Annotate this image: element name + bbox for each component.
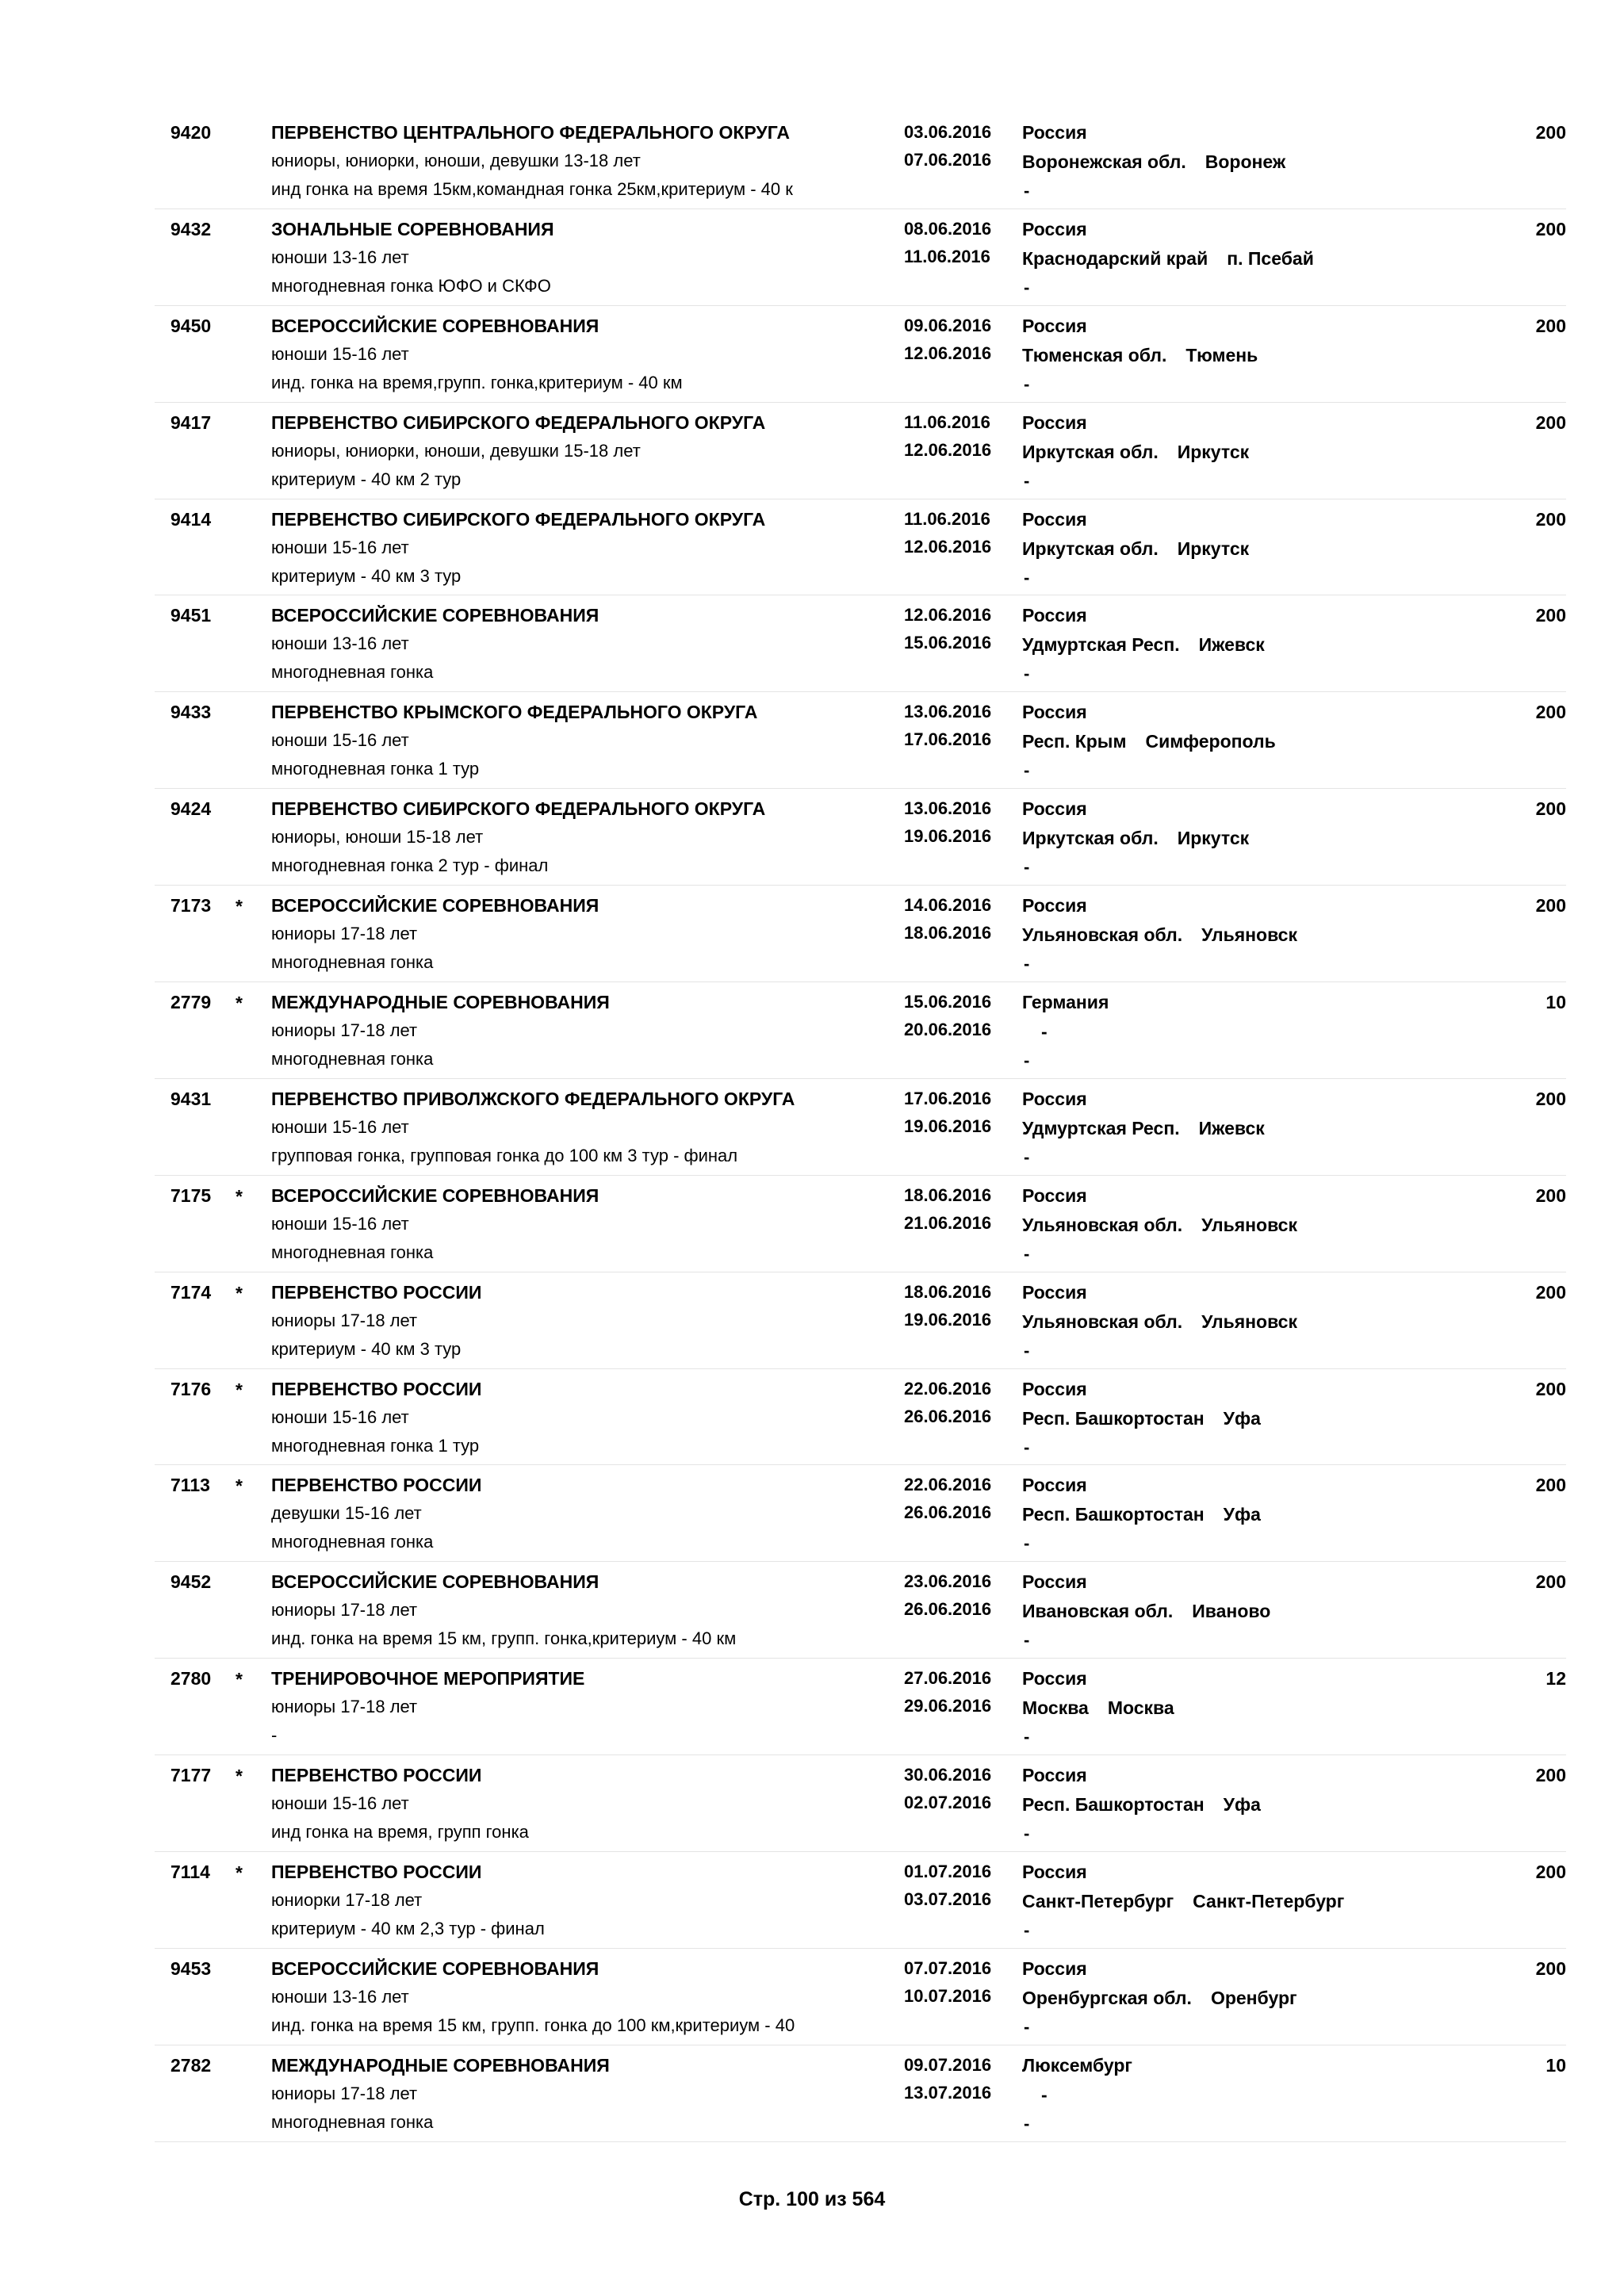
star-mark: * — [236, 1475, 243, 1497]
event-region: Ивановская обл. — [1022, 1601, 1174, 1622]
table-row — [155, 113, 1566, 209]
event-dash: - — [1024, 277, 1030, 297]
event-category: юноши 13-16 лет — [271, 633, 409, 654]
event-category: юноши 15-16 лет — [271, 1116, 409, 1137]
event-title: ПЕРВЕНСТВО ЦЕНТРАЛЬНОГО ФЕДЕРАЛЬНОГО ОКРУГА — [271, 122, 790, 143]
event-discipline: групповая гонка, групповая гонка до 100 км 3 тур - финал — [271, 1145, 738, 1165]
event-city: Уфа — [1223, 1794, 1261, 1816]
participant-count: 200 — [1535, 1088, 1566, 1109]
event-location — [1022, 345, 1258, 366]
event-discipline: критериум - 40 км 2,3 тур - финал — [271, 1919, 545, 1939]
event-id: 9452 — [170, 1571, 212, 1593]
event-city: Иркутск — [1177, 538, 1250, 559]
date-start: 18.06.2016 — [904, 1184, 992, 1205]
star-mark: * — [236, 1862, 243, 1884]
date-start: 15.06.2016 — [904, 992, 992, 1012]
event-id: 9450 — [170, 315, 212, 336]
event-title: ПЕРВЕНСТВО РОССИИ — [271, 1862, 482, 1883]
event-category: юниоры 17-18 лет — [271, 1020, 418, 1041]
event-location — [1022, 1118, 1265, 1139]
event-title: ВСЕРОССИЙСКИЕ СОРЕВНОВАНИЯ — [271, 1957, 599, 1979]
event-country: Россия — [1022, 1957, 1087, 1979]
date-end: 26.06.2016 — [904, 1599, 992, 1620]
event-dash: - — [1024, 857, 1030, 878]
star-mark: * — [236, 1669, 243, 1690]
table-row — [155, 1659, 1566, 1755]
participant-count: 200 — [1535, 1571, 1566, 1593]
event-category: юноши 13-16 лет — [271, 1986, 409, 2007]
date-start: 23.06.2016 — [904, 1571, 992, 1592]
event-category: девушки 15-16 лет — [271, 1503, 422, 1524]
event-title: ВСЕРОССИЙСКИЕ СОРЕВНОВАНИЯ — [271, 315, 599, 336]
event-discipline: многодневная гонка 2 тур - финал — [271, 855, 549, 876]
table-row — [155, 1272, 1566, 1369]
event-discipline: критериум - 40 км 2 тур — [271, 469, 462, 489]
event-location — [1022, 1215, 1297, 1236]
event-region: Респ. Башкортостан — [1022, 1794, 1205, 1816]
participant-count: 200 — [1535, 1184, 1566, 1206]
event-city: Иркутск — [1177, 828, 1250, 849]
participant-count: 200 — [1535, 798, 1566, 820]
event-location — [1022, 248, 1314, 270]
event-discipline: многодневная гонка 1 тур — [271, 1435, 480, 1456]
event-id: 7113 — [170, 1475, 210, 1496]
star-mark: * — [236, 1766, 243, 1787]
event-city: Тюмень — [1185, 344, 1258, 365]
event-discipline: многодневная гонка 1 тур — [271, 759, 480, 779]
table-row — [155, 209, 1566, 306]
event-title: ПЕРВЕНСТВО СИБИРСКОГО ФЕДЕРАЛЬНОГО ОКРУГА — [271, 798, 766, 820]
date-end: 17.06.2016 — [904, 729, 992, 750]
event-id: 9431 — [170, 1088, 212, 1109]
event-country: Россия — [1022, 315, 1087, 336]
event-country: Россия — [1022, 1862, 1087, 1883]
event-location — [1041, 1021, 1048, 1043]
event-dash: - — [1024, 373, 1030, 394]
event-region: Краснодарский край — [1022, 247, 1208, 269]
date-end: 15.06.2016 — [904, 633, 992, 653]
event-dash: - — [1024, 2113, 1030, 2133]
event-discipline: многодневная гонка ЮФО и СКФО — [271, 275, 551, 296]
star-mark: * — [236, 1379, 243, 1400]
event-id: 7114 — [170, 1862, 210, 1883]
event-country: Россия — [1022, 1668, 1087, 1689]
date-end: 13.07.2016 — [904, 2082, 992, 2103]
event-category: юноши 15-16 лет — [271, 1213, 409, 1234]
event-region: Москва — [1022, 1697, 1089, 1719]
event-location — [1022, 1697, 1174, 1719]
date-end: 03.07.2016 — [904, 1889, 992, 1910]
event-title: ПЕРВЕНСТВО РОССИИ — [271, 1475, 482, 1496]
page-number: Стр. 100 из 564 — [738, 2188, 886, 2210]
date-end: 11.06.2016 — [904, 246, 990, 266]
event-title: МЕЖДУНАРОДНЫЕ СОРЕВНОВАНИЯ — [271, 2054, 610, 2076]
event-country: Россия — [1022, 1765, 1087, 1786]
event-id: 7175 — [170, 1184, 212, 1206]
event-title: ВСЕРОССИЙСКИЕ СОРЕВНОВАНИЯ — [271, 1184, 599, 1206]
event-country: Люксембург — [1022, 2054, 1132, 2076]
event-location — [1022, 1311, 1297, 1333]
event-location — [1022, 1504, 1261, 1525]
event-id: 9433 — [170, 702, 212, 723]
event-country: Россия — [1022, 411, 1087, 433]
event-city: - — [1041, 1021, 1048, 1043]
event-title: ПЕРВЕНСТВО РОССИИ — [271, 1281, 482, 1303]
date-start: 14.06.2016 — [904, 895, 992, 916]
event-city: Ульяновск — [1201, 924, 1297, 946]
date-start: 08.06.2016 — [904, 218, 992, 239]
event-city: Ульяновск — [1201, 1311, 1297, 1332]
event-location — [1022, 924, 1297, 946]
event-title: ТРЕНИРОВОЧНОЕ МЕРОПРИЯТИЕ — [271, 1668, 585, 1689]
event-id: 7173 — [170, 895, 212, 916]
event-id: 7176 — [170, 1378, 212, 1399]
participant-count: 200 — [1535, 411, 1566, 433]
event-dash: - — [1024, 1823, 1030, 1844]
participant-count: 200 — [1535, 605, 1566, 626]
event-category: юноши 15-16 лет — [271, 730, 409, 751]
event-discipline: критериум - 40 км 3 тур — [271, 565, 462, 586]
star-mark: * — [236, 896, 243, 917]
event-title: ПЕРВЕНСТВО СИБИРСКОГО ФЕДЕРАЛЬНОГО ОКРУГА — [271, 508, 766, 530]
event-city: Москва — [1107, 1697, 1174, 1719]
event-location — [1041, 2084, 1048, 2106]
event-city: Воронеж — [1205, 151, 1286, 172]
event-location — [1022, 1794, 1261, 1816]
date-end: 29.06.2016 — [904, 1696, 992, 1716]
event-region: Иркутская обл. — [1022, 828, 1159, 849]
event-dash: - — [1024, 1340, 1030, 1360]
event-city: Оренбург — [1210, 1987, 1297, 2008]
event-discipline: инд. гонка на время 15 км, групп. гонка,критериум - 40 км — [271, 1628, 737, 1649]
event-category: юниоры, юноши 15-18 лет — [271, 827, 484, 848]
participant-count: 200 — [1535, 508, 1566, 530]
event-region: Респ. Крым — [1022, 731, 1127, 752]
event-title: ПЕРВЕНСТВО РОССИИ — [271, 1765, 482, 1786]
event-dash: - — [1024, 1146, 1030, 1167]
event-discipline: многодневная гонка — [271, 1532, 434, 1552]
date-start: 03.06.2016 — [904, 122, 992, 142]
event-country: Россия — [1022, 702, 1087, 723]
event-id: 9417 — [170, 411, 212, 433]
event-category: юниоры 17-18 лет — [271, 1697, 418, 1717]
event-category: юниоры 17-18 лет — [271, 924, 418, 944]
event-id: 9414 — [170, 508, 212, 530]
event-discipline: - — [271, 1725, 278, 1746]
event-category: юниоры 17-18 лет — [271, 1310, 418, 1330]
participant-count: 200 — [1535, 315, 1566, 336]
date-end: 07.06.2016 — [904, 150, 992, 170]
table-row — [155, 403, 1566, 499]
event-dash: - — [1024, 1920, 1030, 1941]
event-location — [1022, 1601, 1270, 1622]
event-id: 9451 — [170, 605, 212, 626]
event-location — [1022, 634, 1265, 656]
event-region: Удмуртская Респ. — [1022, 634, 1180, 656]
participant-count: 200 — [1535, 218, 1566, 239]
event-region: Ульяновская обл. — [1022, 1214, 1183, 1235]
table-row — [155, 1562, 1566, 1659]
table-row — [155, 1176, 1566, 1272]
participant-count: 200 — [1535, 1378, 1566, 1399]
event-discipline: многодневная гонка — [271, 662, 434, 683]
table-row — [155, 1465, 1566, 1562]
event-region: Оренбургская обл. — [1022, 1987, 1192, 2008]
event-discipline: многодневная гонка — [271, 1049, 434, 1070]
participant-count: 200 — [1535, 1765, 1566, 1786]
event-location — [1022, 442, 1249, 463]
date-end: 10.07.2016 — [904, 1985, 992, 2006]
event-country: Россия — [1022, 798, 1087, 820]
date-start: 07.07.2016 — [904, 1957, 992, 1978]
event-dash: - — [1024, 2016, 1030, 2037]
event-category: юниоры 17-18 лет — [271, 1600, 418, 1621]
event-country: Россия — [1022, 1184, 1087, 1206]
participant-count: 200 — [1535, 702, 1566, 723]
date-start: 27.06.2016 — [904, 1668, 992, 1689]
table-row — [155, 1949, 1566, 2045]
event-region: Иркутская обл. — [1022, 441, 1159, 462]
participant-count: 10 — [1545, 2054, 1566, 2076]
event-region: Респ. Башкортостан — [1022, 1407, 1205, 1429]
date-end: 19.06.2016 — [904, 1309, 992, 1330]
event-country: Россия — [1022, 218, 1087, 239]
date-end: 26.06.2016 — [904, 1406, 992, 1426]
event-city: Иркутск — [1177, 441, 1250, 462]
event-discipline: инд. гонка на время,групп. гонка,критериум - 40 км — [271, 372, 683, 392]
event-discipline: инд. гонка на время 15 км, групп. гонка до 100 км,критериум - 40 — [271, 2015, 795, 2035]
date-end: 26.06.2016 — [904, 1502, 992, 1523]
event-discipline: многодневная гонка — [271, 952, 434, 973]
table-row — [155, 2045, 1566, 2142]
star-mark: * — [236, 993, 243, 1014]
date-start: 13.06.2016 — [904, 798, 992, 819]
table-row — [155, 1079, 1566, 1176]
event-country: Россия — [1022, 895, 1087, 916]
event-id: 9432 — [170, 218, 212, 239]
event-id: 7174 — [170, 1281, 212, 1303]
event-category: юноши 13-16 лет — [271, 247, 409, 267]
event-category: юниорки 17-18 лет — [271, 1890, 423, 1911]
event-discipline: многодневная гонка — [271, 1242, 434, 1262]
date-start: 18.06.2016 — [904, 1281, 992, 1302]
event-region: Ульяновская обл. — [1022, 924, 1183, 946]
date-end: 12.06.2016 — [904, 536, 992, 557]
event-id: 9453 — [170, 1957, 212, 1979]
event-location — [1022, 1988, 1297, 2009]
date-end: 19.06.2016 — [904, 1115, 992, 1136]
table-row — [155, 1369, 1566, 1466]
participant-count: 12 — [1545, 1668, 1566, 1689]
participant-count: 200 — [1535, 1475, 1566, 1496]
event-city: Иваново — [1192, 1601, 1271, 1622]
event-city: Симферополь — [1145, 731, 1276, 752]
table-row — [155, 789, 1566, 886]
table-row — [155, 499, 1566, 596]
event-city: Ижевск — [1198, 634, 1265, 656]
star-mark: * — [236, 1185, 243, 1207]
table-row — [155, 306, 1566, 403]
date-start: 11.06.2016 — [904, 411, 990, 432]
event-dash: - — [1024, 664, 1030, 684]
date-end: 21.06.2016 — [904, 1212, 992, 1233]
event-category: юноши 15-16 лет — [271, 343, 409, 364]
event-category: юноши 15-16 лет — [271, 1406, 409, 1427]
event-id: 9420 — [170, 122, 212, 143]
date-end: 02.07.2016 — [904, 1793, 992, 1813]
date-start: 12.06.2016 — [904, 605, 992, 626]
event-city: Уфа — [1223, 1504, 1261, 1525]
event-discipline: критериум - 40 км 3 тур — [271, 1338, 462, 1359]
event-country: Россия — [1022, 605, 1087, 626]
event-dash: - — [1024, 1050, 1030, 1071]
event-country: Германия — [1022, 992, 1109, 1013]
event-city: Уфа — [1223, 1407, 1261, 1429]
event-dash: - — [1024, 181, 1030, 201]
event-country: Россия — [1022, 508, 1087, 530]
event-region: Удмуртская Респ. — [1022, 1117, 1180, 1138]
event-city: Ижевск — [1198, 1117, 1265, 1138]
event-country: Россия — [1022, 1571, 1087, 1593]
date-start: 30.06.2016 — [904, 1765, 992, 1785]
event-category: юниоры, юниорки, юноши, девушки 13-18 лет — [271, 151, 641, 170]
event-location — [1022, 151, 1285, 173]
date-start: 09.06.2016 — [904, 315, 992, 335]
event-dash: - — [1024, 1243, 1030, 1264]
event-dash: - — [1024, 1437, 1030, 1457]
event-title: ПЕРВЕНСТВО СИБИРСКОГО ФЕДЕРАЛЬНОГО ОКРУГА — [271, 411, 766, 433]
table-row — [155, 1852, 1566, 1949]
table-row — [155, 692, 1566, 789]
date-start: 09.07.2016 — [904, 2054, 992, 2075]
event-id: 2780 — [170, 1668, 212, 1689]
event-country: Россия — [1022, 1088, 1087, 1109]
event-discipline: инд гонка на время 15км,командная гонка 25км,критериум - 40 к — [271, 179, 793, 199]
event-discipline: многодневная гонка — [271, 2111, 434, 2132]
table-row — [155, 1755, 1566, 1852]
event-title: МЕЖДУНАРОДНЫЕ СОРЕВНОВАНИЯ — [271, 992, 610, 1013]
date-end: 18.06.2016 — [904, 923, 992, 943]
date-start: 01.07.2016 — [904, 1862, 992, 1882]
participant-count: 200 — [1535, 1957, 1566, 1979]
event-dash: - — [1024, 470, 1030, 491]
event-dash: - — [1024, 1630, 1030, 1651]
event-dash: - — [1024, 760, 1030, 781]
event-location — [1022, 828, 1249, 849]
event-title: ЗОНАЛЬНЫЕ СОРЕВНОВАНИЯ — [271, 218, 554, 239]
table-row — [155, 886, 1566, 982]
event-location — [1022, 731, 1276, 752]
event-dash: - — [1024, 1533, 1030, 1554]
event-city: Ульяновск — [1201, 1214, 1297, 1235]
event-country: Россия — [1022, 1281, 1087, 1303]
event-location — [1022, 538, 1249, 560]
participant-count: 10 — [1545, 992, 1566, 1013]
date-end: 12.06.2016 — [904, 439, 992, 460]
event-title: ПЕРВЕНСТВО РОССИИ — [271, 1378, 482, 1399]
event-dash: - — [1024, 1727, 1030, 1747]
event-region: Ульяновская обл. — [1022, 1311, 1183, 1332]
event-dash: - — [1024, 567, 1030, 587]
date-start: 11.06.2016 — [904, 508, 990, 529]
event-discipline: инд гонка на время, групп гонка — [271, 1822, 529, 1843]
date-start: 13.06.2016 — [904, 702, 992, 722]
event-location — [1022, 1891, 1344, 1912]
event-country: Россия — [1022, 122, 1087, 143]
event-region: Респ. Башкортостан — [1022, 1504, 1205, 1525]
event-category: юноши 15-16 лет — [271, 537, 409, 557]
star-mark: * — [236, 1282, 243, 1303]
event-region: Воронежская обл. — [1022, 151, 1186, 172]
participant-count: 200 — [1535, 1281, 1566, 1303]
date-start: 17.06.2016 — [904, 1088, 992, 1108]
event-region: Иркутская обл. — [1022, 538, 1159, 559]
event-city: - — [1041, 2084, 1048, 2105]
event-country: Россия — [1022, 1378, 1087, 1399]
date-start: 22.06.2016 — [904, 1475, 992, 1495]
event-title: ПЕРВЕНСТВО КРЫМСКОГО ФЕДЕРАЛЬНОГО ОКРУГА — [271, 702, 758, 723]
participant-count: 200 — [1535, 122, 1566, 143]
table-row — [155, 982, 1566, 1079]
event-region: Тюменская обл. — [1022, 344, 1167, 365]
event-id: 2779 — [170, 992, 212, 1013]
event-id: 2782 — [170, 2054, 212, 2076]
participant-count: 200 — [1535, 1862, 1566, 1883]
date-end: 19.06.2016 — [904, 826, 992, 847]
event-id: 7177 — [170, 1765, 212, 1786]
event-location — [1022, 1408, 1261, 1429]
event-title: ВСЕРОССИЙСКИЕ СОРЕВНОВАНИЯ — [271, 1571, 599, 1593]
event-title: ВСЕРОССИЙСКИЕ СОРЕВНОВАНИЯ — [271, 605, 599, 626]
participant-count: 200 — [1535, 895, 1566, 916]
date-start: 22.06.2016 — [904, 1378, 992, 1399]
event-id: 9424 — [170, 798, 212, 820]
events-table — [155, 113, 1566, 2142]
event-title: ВСЕРОССИЙСКИЕ СОРЕВНОВАНИЯ — [271, 895, 599, 916]
event-dash: - — [1024, 954, 1030, 974]
date-end: 12.06.2016 — [904, 342, 992, 363]
event-category: юниоры, юниорки, юноши, девушки 15-18 лет — [271, 440, 641, 461]
table-row — [155, 595, 1566, 692]
event-category: юниоры 17-18 лет — [271, 2083, 418, 2103]
date-end: 20.06.2016 — [904, 1020, 992, 1040]
event-title: ПЕРВЕНСТВО ПРИВОЛЖСКОГО ФЕДЕРАЛЬНОГО ОКРУГА — [271, 1088, 795, 1109]
event-region: Санкт-Петербург — [1022, 1891, 1174, 1912]
event-city: Санкт-Петербург — [1193, 1891, 1345, 1912]
event-country: Россия — [1022, 1475, 1087, 1496]
event-category: юноши 15-16 лет — [271, 1793, 409, 1814]
event-city: п. Псебай — [1227, 247, 1314, 269]
